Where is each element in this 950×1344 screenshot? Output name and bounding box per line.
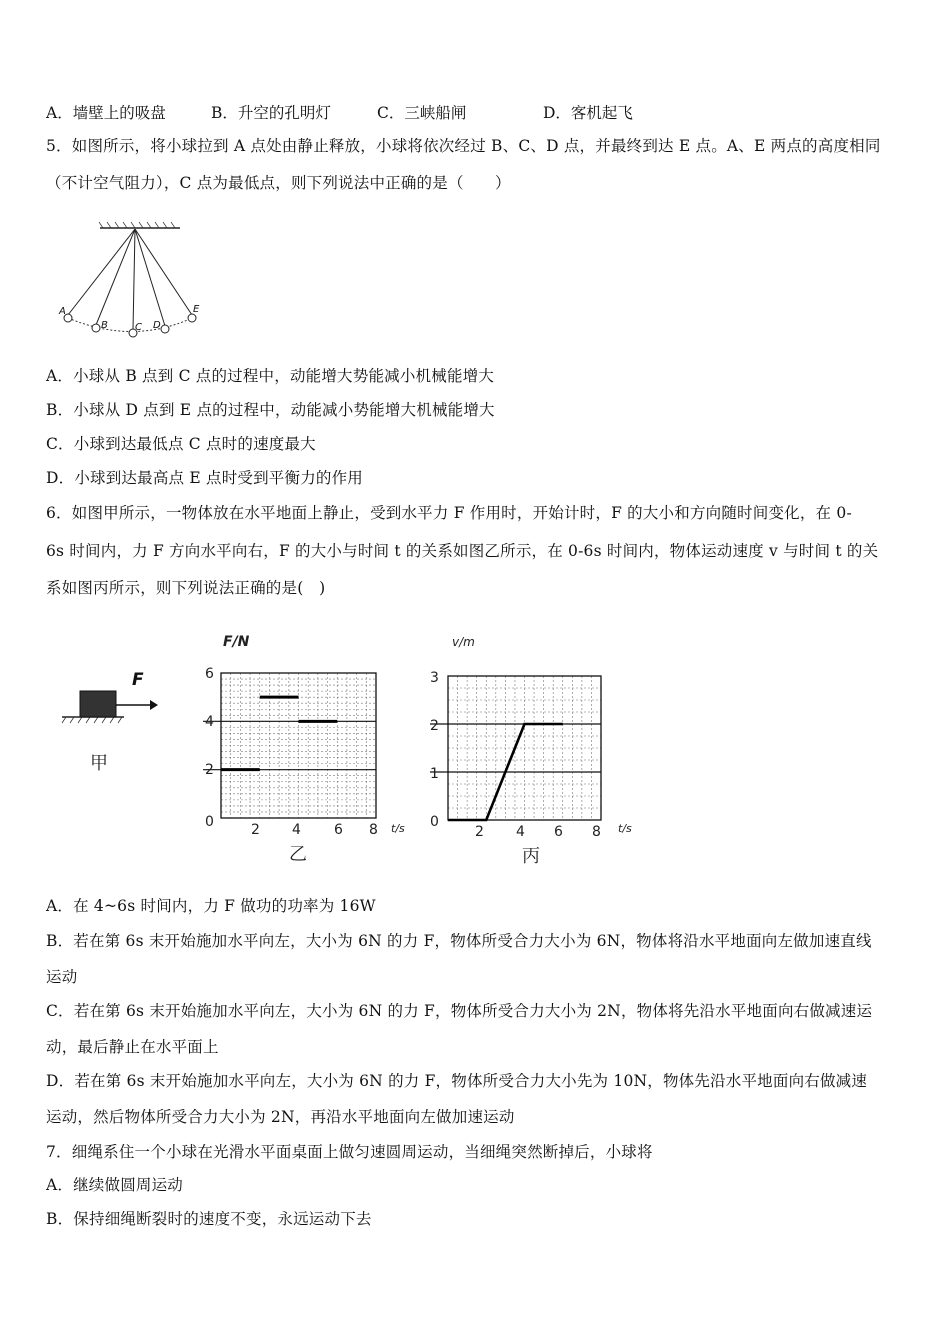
bing-ytick-2: 2 (430, 718, 439, 734)
caption-yi: 乙 (289, 844, 307, 865)
yi-ytick-6: 6 (205, 666, 214, 682)
q6-option-c-line2: 动，最后静止在水平面上 (46, 1038, 219, 1056)
bing-xtick-8: 8 (592, 824, 601, 840)
label-d: D (153, 320, 161, 331)
yi-ytick-0: 0 (205, 814, 214, 830)
q7-option-a: A．继续做圆周运动 (46, 1176, 183, 1194)
q6-option-a: A．在 4~6s 时间内，力 F 做功的功率为 16W (46, 897, 376, 915)
q7-stem: 7．细绳系住一个小球在光滑水平面桌面上做匀速圆周运动，当细绳突然断掉后，小球将 (46, 1143, 653, 1161)
q5-stem-line1: 5．如图所示，将小球拉到 A 点处由静止释放，小球将依次经过 B、C、D 点，并最终到达 E 点。A、E 两点的高度相同 (46, 137, 881, 155)
q6-stem-line2: 6s 时间内，力 F 方向水平向右，F 的大小与时间 t 的关系如图乙所示，在 0-6s 时间内，物体运动速度 v 与时间 t 的关 (46, 542, 879, 560)
chart-yi (195, 628, 405, 868)
block (80, 691, 116, 717)
caption-bing: 丙 (522, 846, 540, 867)
bing-xtick-4: 4 (516, 824, 525, 840)
bing-xlabel: t/s (618, 822, 632, 835)
bing-xtick-2: 2 (475, 824, 484, 840)
q4-option-d: D．客机起飞 (543, 104, 633, 122)
q4-option-b: B．升空的孔明灯 (211, 104, 331, 122)
ball-d (161, 325, 169, 333)
bing-ytick-0: 0 (430, 814, 439, 830)
yi-ytick-4: 4 (205, 714, 214, 730)
q6-stem-line1: 6．如图甲所示，一物体放在水平地面上静止，受到水平力 F 作用时，开始计时，F 的大小和方向随时间变化，在 0- (46, 504, 852, 522)
ball-e (188, 314, 196, 322)
q6-option-b-line1: B．若在第 6s 末开始施加水平向左，大小为 6N 的力 F，物体所受合力大小为 6N，物体将沿水平地面向左做加速直线 (46, 932, 872, 950)
figure-jia (58, 665, 168, 785)
label-e: E (193, 304, 200, 315)
q4-option-c: C．三峡船闸 (377, 104, 467, 122)
q5-option-c: C．小球到达最低点 C 点时的速度最大 (46, 435, 316, 453)
yi-xtick-8: 8 (369, 822, 378, 838)
q6-stem-line3: 系如图丙所示，则下列说法正确的是( ) (46, 579, 326, 597)
yi-ylabel: F/N (223, 634, 250, 650)
caption-jia: 甲 (90, 753, 108, 774)
yi-xtick-4: 4 (292, 822, 301, 838)
yi-xlabel: t/s (391, 822, 405, 835)
q6-option-d-line2: 运动，然后物体所受合力大小为 2N，再沿水平地面向左做加速运动 (46, 1108, 515, 1126)
force-label: F (132, 670, 144, 690)
q6-option-d-line1: D．若在第 6s 末开始施加水平向左，大小为 6N 的力 F，物体所受合力大小先为 10N，物体先沿水平地面向右做减速 (46, 1072, 868, 1090)
q5-option-a: A．小球从 B 点到 C 点的过程中，动能增大势能减小机械能增大 (46, 367, 495, 385)
bing-ytick-1: 1 (430, 766, 439, 782)
bing-ytick-3: 3 (430, 670, 439, 686)
q5-option-d: D．小球到达最高点 E 点时受到平衡力的作用 (46, 469, 363, 487)
pendulum-figure (55, 220, 215, 345)
yi-ytick-2: 2 (205, 762, 214, 778)
q6-option-b-line2: 运动 (46, 968, 78, 986)
chart-bing (418, 628, 638, 868)
ball-b (92, 324, 100, 332)
label-a: A (59, 306, 66, 317)
yi-xtick-2: 2 (251, 822, 260, 838)
q7-option-b: B．保持细绳断裂时的速度不变，永远运动下去 (46, 1210, 372, 1228)
label-b: B (101, 320, 108, 331)
q6-option-c-line1: C．若在第 6s 末开始施加水平向左，大小为 6N 的力 F，物体所受合力大小为 2N，物体将先沿水平地面向右做减速运 (46, 1002, 873, 1020)
q5-option-b: B．小球从 D 点到 E 点的过程中，动能减小势能增大机械能增大 (46, 401, 495, 419)
label-c: C (135, 322, 142, 333)
q5-stem-line2: （不计空气阻力），C 点为最低点，则下列说法中正确的是（ ） (46, 174, 511, 192)
bing-xtick-6: 6 (554, 824, 563, 840)
q4-option-a: A．墙壁上的吸盘 (46, 104, 166, 122)
bing-ylabel: v/m (452, 635, 475, 649)
yi-xtick-6: 6 (334, 822, 343, 838)
